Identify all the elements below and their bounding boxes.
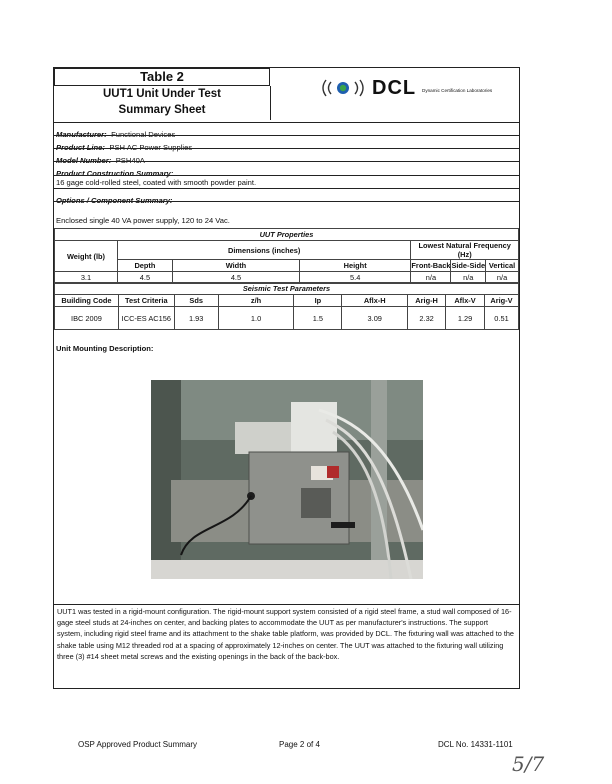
- dcl-logo-text: DCL: [372, 77, 417, 99]
- seismic-value-cell: 3.09: [342, 307, 408, 330]
- seismic-value-cell: ICC-ES AC156: [118, 307, 174, 330]
- seismic-header-cell: Arig-V: [484, 295, 518, 307]
- vertical-header: Vertical: [486, 260, 519, 272]
- uut-properties-title: UUT Properties: [55, 229, 519, 241]
- options-summary-label: [56, 190, 172, 208]
- seismic-value-cell: 1.0: [218, 307, 294, 330]
- vertical-value: n/a: [486, 272, 519, 284]
- seismic-header-cell: Sds: [174, 295, 218, 307]
- dcl-logo-subtitle: Dynamic Certification Laboratories: [422, 88, 493, 93]
- rule: [54, 148, 519, 149]
- title-divider: [270, 86, 271, 120]
- depth-header: Depth: [117, 260, 172, 272]
- seismic-header-cell: Ip: [294, 295, 342, 307]
- weight-value: 3.1: [55, 272, 118, 284]
- dcl-waves-icon: [318, 76, 374, 100]
- side-side-header: Side-Side: [451, 261, 486, 270]
- dimensions-header: Dimensions (inches): [117, 241, 411, 260]
- footer-left: OSP Approved Product Summary: [78, 740, 198, 749]
- front-back-value: n/a: [411, 272, 451, 284]
- rule: [54, 604, 519, 605]
- rule: [54, 135, 519, 136]
- options-summary-value: Enclosed single 40 VA power supply, 120 to 24 Vac.: [56, 216, 230, 225]
- manufacturer-value: Functional Devices: [111, 130, 176, 139]
- options-label-text: Options / Component Summary:: [56, 196, 173, 205]
- side-side-value: n/a: [451, 272, 486, 284]
- seismic-title: Seismic Test Parameters: [55, 283, 519, 295]
- height-header: Height: [299, 260, 410, 272]
- seismic-header-cell: Building Code: [55, 295, 119, 307]
- mounting-description-text: UUT1 was tested in a rigid-mount configuration. The rigid-mount support system consisted of a rigid steel frame, a stud wall composed of 16-gage steel studs at 24-inches on center, and backing plates to accommodate the UUT as per manufacturer's instructions. The support system, including rigid steel frame and its attachment to the shake table platform, was provided by DCL. The fixturing wall was attached to the shake table using M12 threaded rod at a spacing of approximately 12-inches on center. The UUT was attached to the fixturing wall utilizing three (3) #14 sheet metal screws and the existing openings in the back of the back-box.: [57, 607, 514, 661]
- depth-value: 4.5: [117, 272, 172, 284]
- seismic-header-cell: z/h: [218, 295, 294, 307]
- page-subtitle: Summary Sheet: [118, 104, 206, 116]
- seismic-value-cell: 1.93: [174, 307, 218, 330]
- model-number-value: PSH40A: [115, 156, 145, 165]
- seismic-value-cell: 1.5: [294, 307, 342, 330]
- seismic-header-cell: Aflx-V: [446, 295, 485, 307]
- seismic-header-cell: Arig-H: [408, 295, 446, 307]
- rule: [54, 161, 519, 162]
- rule: [54, 122, 519, 123]
- footer-page-number: Page 2 of 4: [279, 740, 320, 749]
- uut-mounting-photo: [151, 380, 423, 579]
- seismic-value-cell: 2.32: [408, 307, 446, 330]
- product-line-label: Product Line:: [56, 143, 105, 152]
- manufacturer-label: Manufacturer:: [56, 130, 107, 139]
- model-number-label: Model Number:: [56, 156, 112, 165]
- rule: [54, 188, 519, 189]
- seismic-header-row: [55, 295, 519, 307]
- weight-header: Weight (lb): [55, 241, 118, 272]
- footer-dcl-number: DCL No. 14331-1101: [438, 740, 513, 749]
- rule: [54, 201, 519, 202]
- width-value: 4.5: [172, 272, 299, 284]
- seismic-parameters-table: [54, 282, 519, 330]
- height-value: 5.4: [299, 272, 410, 284]
- product-line-value: PSH AC Power Supplies: [109, 143, 193, 152]
- construction-summary-value: 16 gage cold-rolled steel, coated with smooth powder paint.: [56, 178, 257, 187]
- construction-label-text: Product Construction Summary:: [56, 169, 174, 178]
- frequency-header: Lowest Natural Frequency (Hz): [411, 241, 519, 260]
- seismic-value-cell: IBC 2009: [55, 307, 119, 330]
- rule: [54, 175, 519, 176]
- dcl-logo: [318, 76, 518, 100]
- seismic-value-row: [55, 307, 519, 330]
- seismic-header-cell: Aflx-H: [342, 295, 408, 307]
- seismic-header-cell: Test Criteria: [118, 295, 174, 307]
- seismic-value-cell: 0.51: [484, 307, 518, 330]
- seismic-value-cell: 1.29: [446, 307, 485, 330]
- mounting-description-label: Unit Mounting Description:: [56, 344, 154, 353]
- page-title: UUT1 Unit Under Test: [103, 88, 221, 100]
- table-label: Table 2: [140, 69, 184, 84]
- uut-properties-table: [54, 228, 519, 284]
- handwritten-page-mark: 5/7: [512, 752, 545, 776]
- width-header: Width: [172, 260, 299, 272]
- front-back-header: Front-Back: [411, 261, 451, 270]
